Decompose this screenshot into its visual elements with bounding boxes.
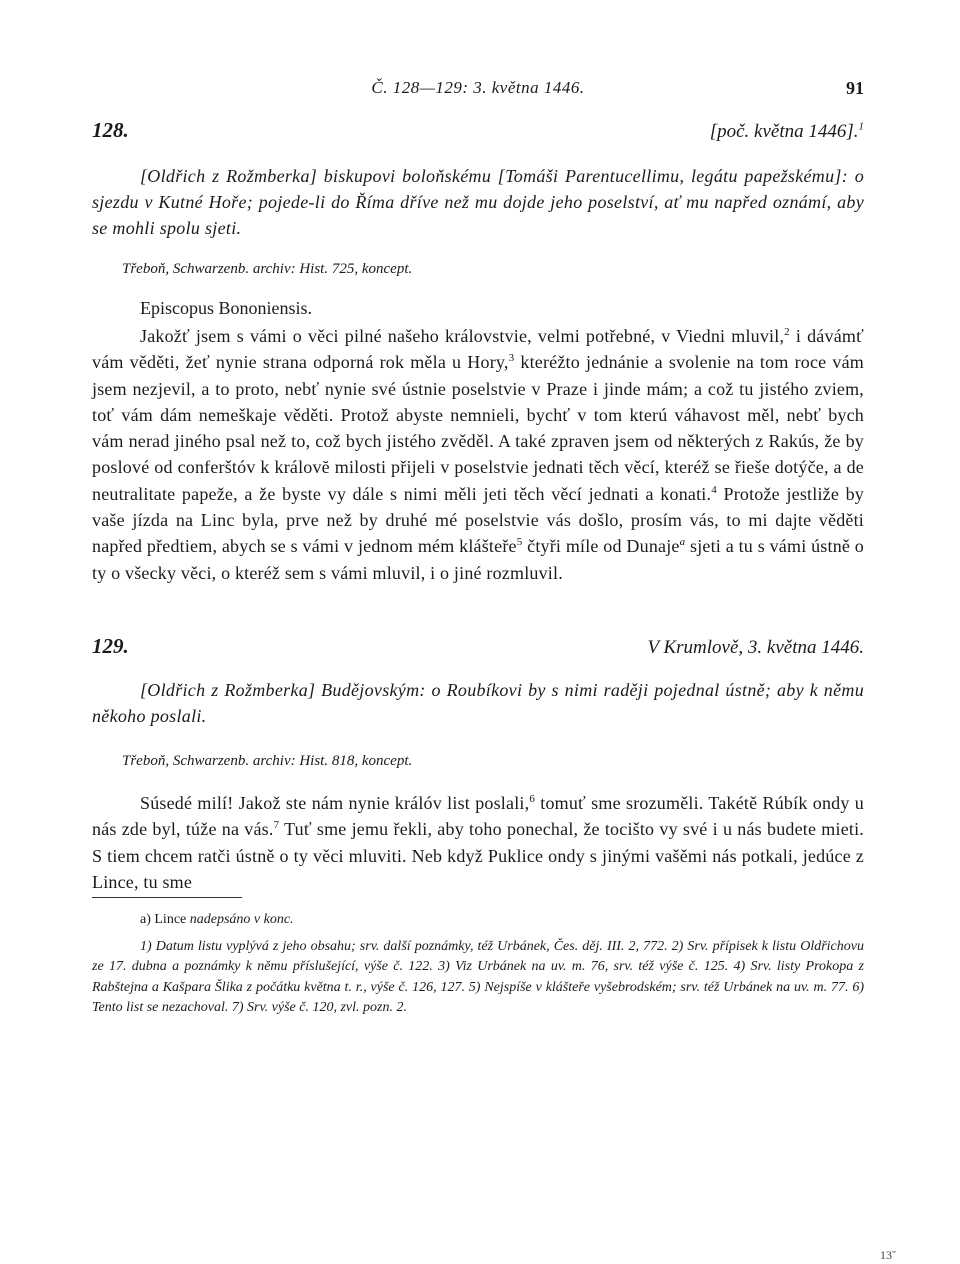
doc-129-source: Třeboň, Schwarzenb. archiv: Hist. 818, koncept.: [122, 752, 413, 769]
doc-129-regest: [Oldřich z Rožmberka] Budějovským: o Roubíkovi by s nimi raději pojednal ústně; aby k němu někoho poslali.: [92, 679, 864, 726]
doc-129-text: Súsedé milí! Jakož ste nám nynie králóv list poslali,$^6$ tomuť sme srozuměli. Takétě Rúbík ondy u nás zde byl, túže na vás.$^7$ Tuť sme jemu řekli, aby toho ponechal, že tocišto vy své i u nás budete mieti. S tiem chcem ratči ústně o ty věci mluviti. Neb když Puklice ondy s jinými vašěmi nás potkali, jedúce z Lince, tu sme: [92, 792, 864, 892]
footnotes: [92, 910, 864, 1019]
doc-128-salutation: Episcopus Bononiensis.: [140, 298, 313, 318]
footnote-ref: 1: [858, 120, 864, 133]
doc-128-number: 128.: [92, 118, 129, 142]
footnote-ref: 5: [516, 536, 523, 549]
footnote-divider: [92, 897, 242, 898]
catchword: 13˘: [880, 1248, 896, 1262]
doc-128-source: Třeboň, Schwarzenb. archiv: Hist. 725, koncept.: [122, 261, 413, 277]
footnote-a: a) Lince nadepsáno v konc.: [140, 912, 294, 928]
doc-128-regest: [Oldřich z Rožmberka] biskupovi boloňskému [Tomáši Parentucellimu, legátu papežskému]: o sjezdu v Kutné Hoře; pojede-li do Říma dříve než mu dojde jeho poselství, ať mu napřed oznámí, aby se mohli spolu sjeti.: [92, 166, 864, 238]
footnote-ref: 7: [273, 819, 280, 832]
footnote-ref: 2: [784, 326, 790, 338]
page-number: 91: [846, 78, 864, 98]
doc-128-heading: [92, 118, 864, 143]
doc-129-heading: [92, 634, 864, 659]
doc-129-number: 129.: [92, 633, 129, 658]
footnote-ref: 6: [529, 792, 536, 805]
footnote-ref: 4: [711, 483, 717, 496]
footnotes-numbered: 1) Datum listu vyplývá z jeho obsahu; srv. další poznámky, též Urbánek, Čes. děj. III. 2, 772. 2) Srv. přípisek k listu Oldřichovu ze 17. dubna a poznámky k němu příslušející, výše č. 122. 3) Viz Urbánek na uv. m. 76, srv. též výše č. 125. 4) Srv. listy Prokopa z Rabštejna a Kašpara Šlika z počátku května t. r., výše č. 126, 127. 5) Nejspíše v klášteře vyšebrodském; srv. též Urbánek na uv. m. 77. 6) Tento list se nezachoval. 7) Srv. výše č. 120, zvl. pozn. 2.: [92, 938, 864, 1016]
doc-128-date: [poč. května 1446].$^1$: [709, 120, 864, 142]
doc-128-text: Jakožť jsem s vámi o věci pilné našeho královstvie, velmi potřebné, v Viedni mluvil,$^2$ i dávámť vám věděti, žeť nynie strana odporná rok měla u Hory,$^3$ kteréžto jednánie a svolenie na tom roce vám jsem nezjevil, a to proto, nebť nynie své ústnie poselstvie v Praze i jinde mám; a což tu jistého zviem, toť vám dám nemeškaje věděti. Protož abyste nemnieli, bychť v tom kterú váhavost měl, nebť bych vám nerad jiného psal než to, což bych jistého zvěděl. A také zpraven jsem od některých z Rakús, že by poslové od conferštóv k královĕ milosti přijeli v poselstvie jednati těch věcí, kteréž se řieše dotýče, a de neutralitate papeže, a že byste vy dále s nimi měli jeti těch věcí jednati a konati.$^4$ Protože jestliže by vaše jízda na Linc byla, prve než by druhé mé poselstvie vás došlo, prosím vás, to mi dajte věděti napřed předtiem, abych se s vámi v jednom mém klášteře$^5$ čtyři míle od Dunaje$^a$ sjeti a tu s vámi ústně o ty o všecky věci, o kteréž sem s vámi mluvil, i o jiné rozmluvil.: [92, 326, 865, 583]
footnote-ref: 3: [508, 352, 515, 365]
footnote-ref: a: [679, 536, 686, 549]
running-title: Č. 128—129: 3. května 1446.: [371, 78, 585, 97]
running-head: [92, 78, 864, 108]
page: [92, 78, 864, 1019]
doc-129-date: V Krumlově, 3. května 1446.: [647, 636, 864, 658]
